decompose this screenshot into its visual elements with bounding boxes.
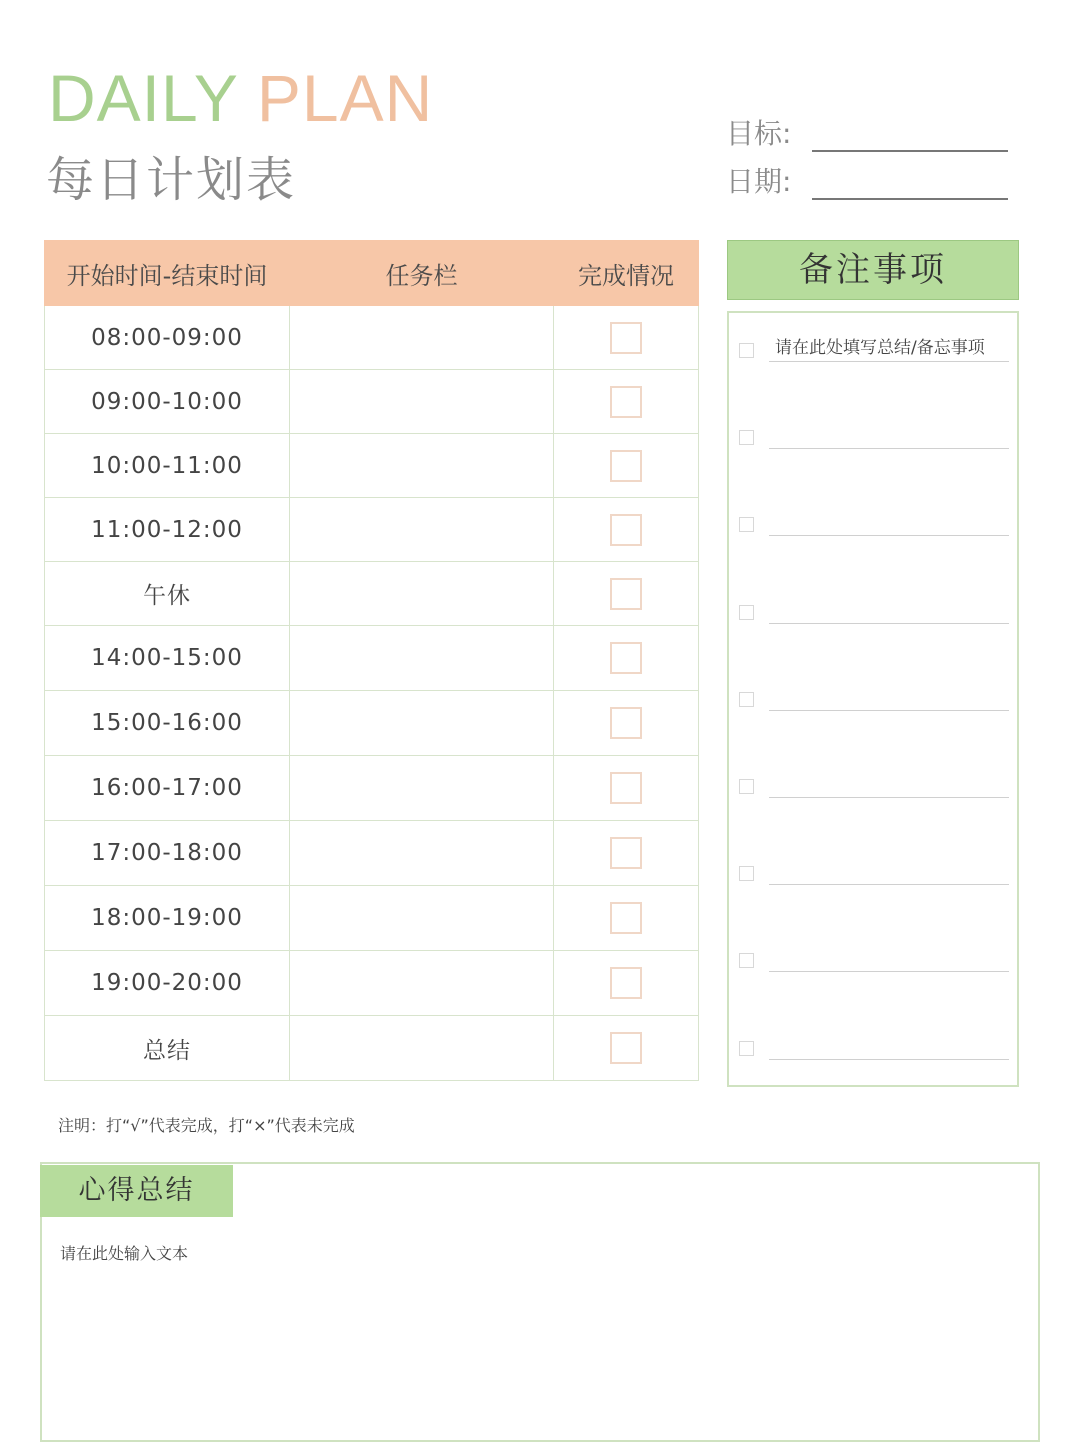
status-cell <box>554 562 699 626</box>
status-cell <box>554 886 699 951</box>
table-row <box>45 951 699 1016</box>
notes-title: 备注事项 <box>727 240 1019 300</box>
date-input-line[interactable] <box>812 198 1008 200</box>
task-cell[interactable] <box>290 756 554 821</box>
note-item[interactable] <box>737 584 1009 624</box>
note-line <box>769 535 1009 536</box>
completion-checkbox[interactable] <box>610 578 642 610</box>
table-header-row <box>45 241 699 306</box>
note-line <box>769 884 1009 885</box>
header-task: 任务栏 <box>290 241 554 306</box>
completion-checkbox[interactable] <box>610 322 642 354</box>
table-row <box>45 756 699 821</box>
table-row <box>45 886 699 951</box>
note-checkbox[interactable] <box>739 430 754 445</box>
note-checkbox[interactable] <box>739 605 754 620</box>
note-checkbox[interactable] <box>739 343 754 358</box>
note-placeholder: 请在此处填写总结/备忘事项 <box>775 338 985 358</box>
summary-placeholder[interactable]: 请在此处输入文本 <box>60 1244 189 1263</box>
task-cell[interactable] <box>290 886 554 951</box>
header-time: 开始时间-结束时间 <box>45 241 290 306</box>
task-cell[interactable] <box>290 498 554 562</box>
note-checkbox[interactable] <box>739 692 754 707</box>
completion-checkbox[interactable] <box>610 837 642 869</box>
notes-panel <box>727 311 1019 1087</box>
title-word-plan: PLAN <box>256 61 434 135</box>
title-word-daily: DAILY <box>48 61 239 135</box>
status-cell <box>554 626 699 691</box>
status-cell <box>554 821 699 886</box>
table-row <box>45 306 699 370</box>
title-chinese: 每日计划表 <box>46 152 297 208</box>
status-cell <box>554 306 699 370</box>
status-cell <box>554 951 699 1016</box>
summary-title: 心得总结 <box>40 1165 233 1217</box>
status-cell <box>554 1016 699 1081</box>
plan-table <box>44 240 699 1081</box>
task-cell[interactable] <box>290 691 554 756</box>
note-line <box>769 448 1009 449</box>
note-line <box>769 797 1009 798</box>
table-row <box>45 498 699 562</box>
status-cell <box>554 434 699 498</box>
note-item[interactable] <box>737 932 1009 972</box>
table-row <box>45 626 699 691</box>
note-item[interactable] <box>737 322 1009 362</box>
date-field[interactable] <box>726 156 1008 200</box>
task-cell[interactable] <box>290 434 554 498</box>
note-checkbox[interactable] <box>739 779 754 794</box>
time-cell: 08:00-09:00 <box>45 306 290 370</box>
note-item[interactable] <box>737 1020 1009 1060</box>
time-cell: 09:00-10:00 <box>45 370 290 434</box>
completion-checkbox[interactable] <box>610 450 642 482</box>
time-cell: 总结 <box>45 1016 290 1081</box>
note-item[interactable] <box>737 758 1009 798</box>
goal-label: 目标: <box>726 117 792 150</box>
task-cell[interactable] <box>290 370 554 434</box>
note-line <box>769 623 1009 624</box>
completion-checkbox[interactable] <box>610 514 642 546</box>
completion-checkbox[interactable] <box>610 967 642 999</box>
completion-checkbox[interactable] <box>610 386 642 418</box>
date-label: 日期: <box>726 165 792 198</box>
note-item[interactable] <box>737 496 1009 536</box>
completion-checkbox[interactable] <box>610 1032 642 1064</box>
note-line <box>769 1059 1009 1060</box>
time-cell: 19:00-20:00 <box>45 951 290 1016</box>
note-checkbox[interactable] <box>739 1041 754 1056</box>
status-cell <box>554 691 699 756</box>
note-line <box>769 971 1009 972</box>
note-item[interactable] <box>737 671 1009 711</box>
time-cell: 10:00-11:00 <box>45 434 290 498</box>
note-item[interactable] <box>737 845 1009 885</box>
note-item[interactable] <box>737 409 1009 449</box>
time-cell: 15:00-16:00 <box>45 691 290 756</box>
status-cell <box>554 370 699 434</box>
table-row <box>45 691 699 756</box>
time-cell: 16:00-17:00 <box>45 756 290 821</box>
footnote: 注明：打“√”代表完成，打“×”代表未完成 <box>58 1116 355 1135</box>
time-cell: 17:00-18:00 <box>45 821 290 886</box>
status-cell <box>554 756 699 821</box>
completion-checkbox[interactable] <box>610 707 642 739</box>
task-cell[interactable] <box>290 1016 554 1081</box>
table-row <box>45 562 699 626</box>
note-line <box>769 710 1009 711</box>
task-cell[interactable] <box>290 951 554 1016</box>
table-row <box>45 370 699 434</box>
note-checkbox[interactable] <box>739 517 754 532</box>
time-cell: 11:00-12:00 <box>45 498 290 562</box>
task-cell[interactable] <box>290 626 554 691</box>
note-checkbox[interactable] <box>739 866 754 881</box>
header-status: 完成情况 <box>554 241 699 306</box>
time-cell: 14:00-15:00 <box>45 626 290 691</box>
task-cell[interactable] <box>290 306 554 370</box>
table-row <box>45 434 699 498</box>
goal-input-line[interactable] <box>812 150 1008 152</box>
note-line <box>769 361 1009 362</box>
note-checkbox[interactable] <box>739 953 754 968</box>
table-row <box>45 821 699 886</box>
completion-checkbox[interactable] <box>610 902 642 934</box>
task-cell[interactable] <box>290 562 554 626</box>
time-cell: 午休 <box>45 562 290 626</box>
goal-field[interactable] <box>726 108 1008 152</box>
task-cell[interactable] <box>290 821 554 886</box>
title-english <box>48 58 433 138</box>
table-row <box>45 1016 699 1081</box>
completion-checkbox[interactable] <box>610 772 642 804</box>
completion-checkbox[interactable] <box>610 642 642 674</box>
time-cell: 18:00-19:00 <box>45 886 290 951</box>
status-cell <box>554 498 699 562</box>
